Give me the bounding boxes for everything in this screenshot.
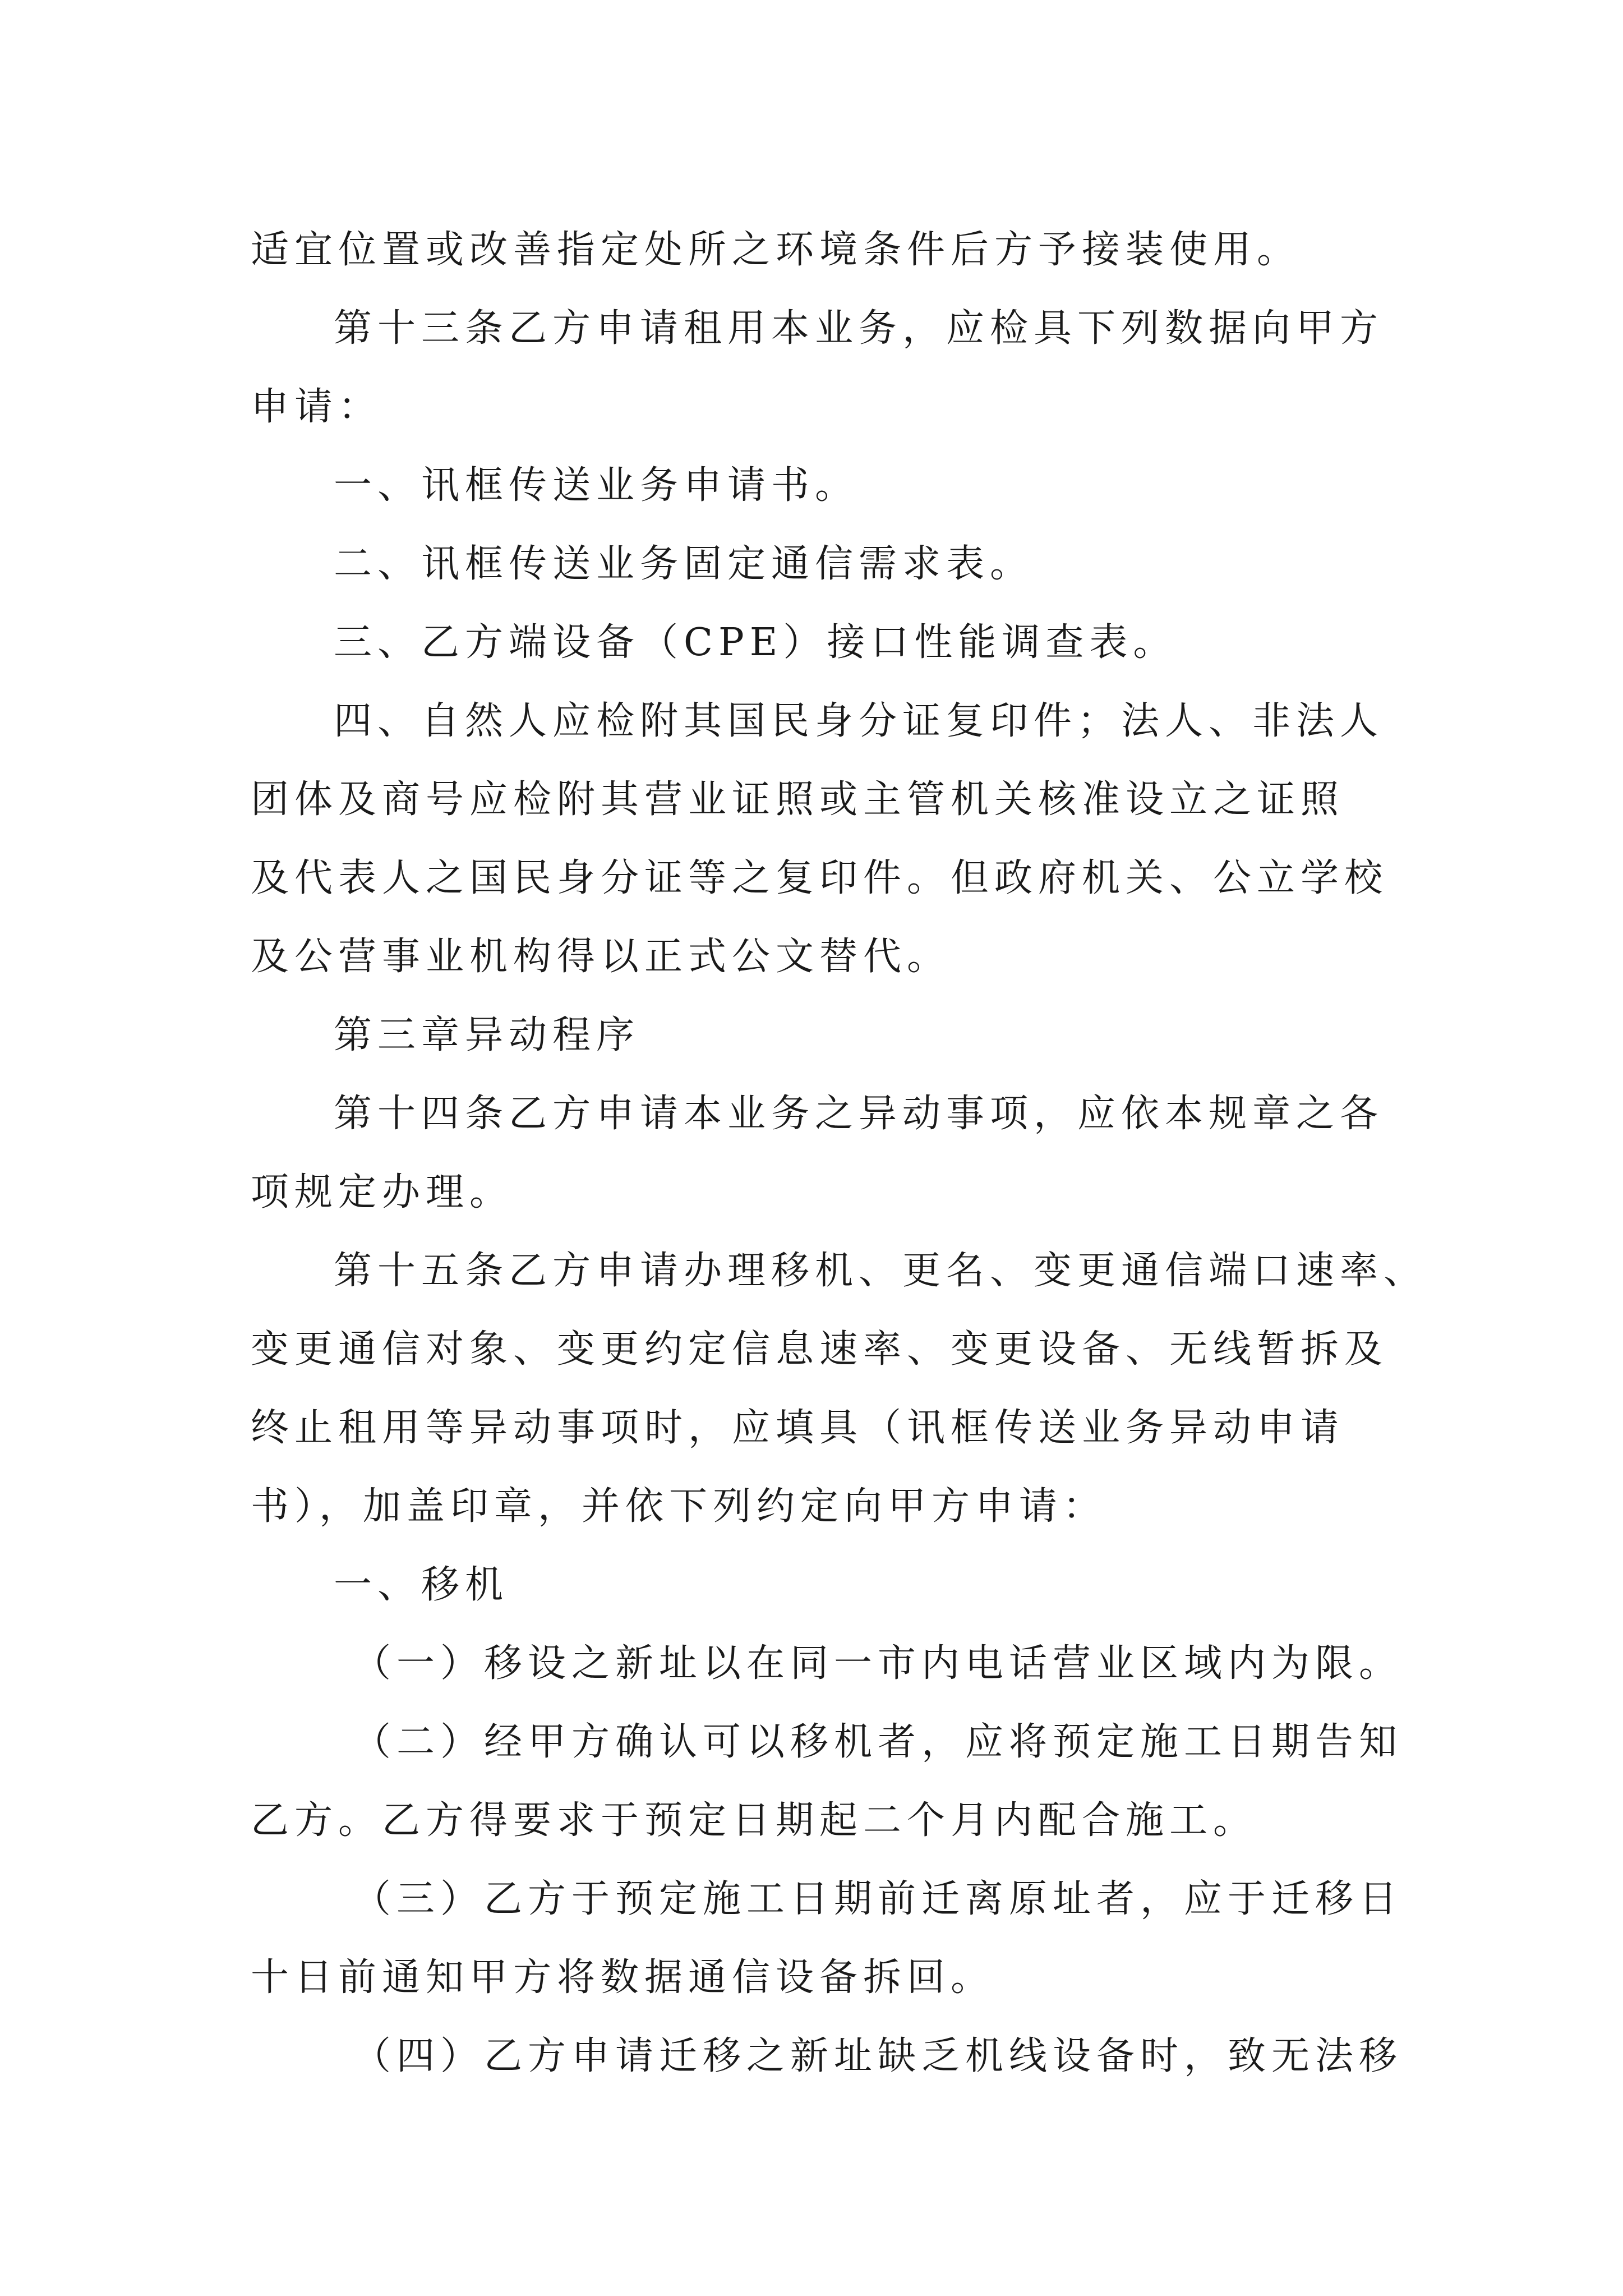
text-line: 及代表人之国民身分证等之复印件。但政府机关、公立学校 [251,856,1389,900]
text-line: 适宜位置或改善指定处所之环境条件后方予接装使用。 [251,228,1301,272]
text-line: 终止租用等异动事项时，应填具（讯框传送业务异动申请 [251,1406,1345,1450]
chapter-heading: 第三章异动程序 [334,1013,640,1057]
text-line: 十日前通知甲方将数据通信设备拆回。 [251,1955,995,2000]
article-15: 第十五条乙方申请办理移机、更名、变更通信端口速率、 [334,1249,1428,1293]
sub-item: （四）乙方申请迁移之新址缺乏机线设备时，致无法移 [353,2034,1403,2078]
text-line: 及公营事业机构得以正式公文替代。 [251,935,951,979]
text-line: 乙方。乙方得要求于预定日期起二个月内配合施工。 [251,1798,1257,1843]
text-line: 项规定办理。 [251,1170,514,1214]
list-item: 二、讯框传送业务固定通信需求表。 [334,542,1034,586]
article-14: 第十四条乙方申请本业务之异动事项，应依本规章之各 [334,1092,1384,1136]
sub-item: （三）乙方于预定施工日期前迁离原址者，应于迁移日 [353,1877,1403,1921]
list-item: 一、移机 [334,1563,509,1607]
list-item: 四、自然人应检附其国民身分证复印件；法人、非法人 [334,699,1384,743]
sub-item: （一）移设之新址以在同一市内电话营业区域内为限。 [353,1641,1403,1686]
text-line: 团体及商号应检附其营业证照或主管机关核准设立之证照 [251,777,1345,822]
document-body [251,211,1428,2096]
text-line: 申请： [251,385,382,429]
list-item: 一、讯框传送业务申请书。 [334,463,859,508]
sub-item: （二）经甲方确认可以移机者，应将预定施工日期告知 [353,1720,1403,1764]
article-13: 第十三条乙方申请租用本业务，应检具下列数据向甲方 [334,306,1384,351]
text-line: 书），加盖印章，并依下列约定向甲方申请： [251,1484,1107,1529]
list-item: 三、乙方端设备（CPE）接口性能调查表。 [334,620,1177,665]
text-line: 变更通信对象、变更约定信息速率、变更设备、无线暂拆及 [251,1327,1389,1372]
